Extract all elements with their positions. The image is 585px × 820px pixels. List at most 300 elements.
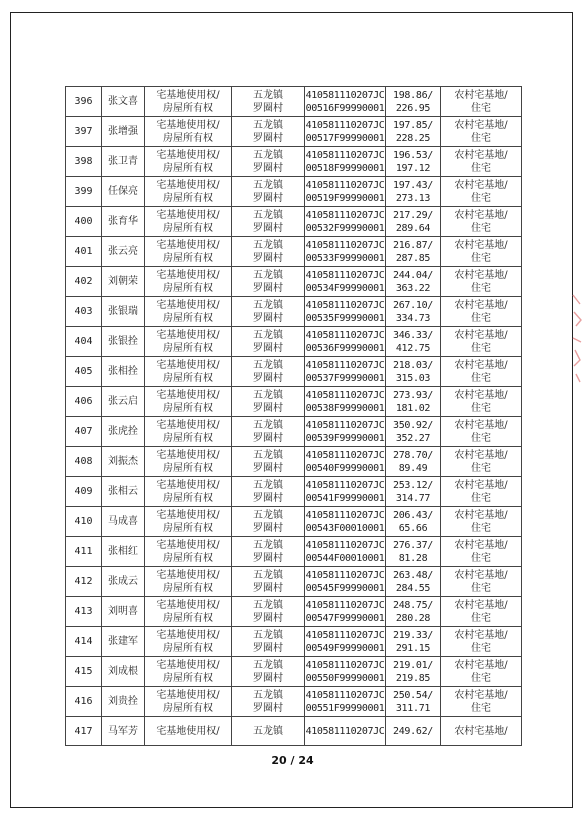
cell-land-use-line: 住宅: [471, 222, 491, 234]
cell-location: [232, 597, 305, 627]
cell-serial-number: 399: [66, 177, 102, 207]
cell-right-type-line: 宅基地使用权/: [156, 479, 220, 491]
cell-right-type: [145, 357, 232, 387]
cell-location-line: 罗圈村: [253, 402, 283, 414]
cell-owner-name: 张增强: [102, 117, 145, 147]
cell-land-use-line: 农村宅基地/: [454, 449, 508, 461]
cell-location-line: 五龙镇: [253, 119, 283, 131]
cell-owner-name: 张虎拴: [102, 417, 145, 447]
cell-serial-number: 411: [66, 537, 102, 567]
cell-serial-number: 407: [66, 417, 102, 447]
cell-right-type-line: 房屋所有权: [163, 162, 213, 174]
cell-right-type-line: 房屋所有权: [163, 222, 213, 234]
cell-parcel-code-line: 00539F99990001: [305, 432, 385, 444]
cell-right-type: [145, 87, 232, 117]
cell-area-line: 263.48/: [392, 569, 434, 581]
cell-area-line: 226.95: [395, 102, 431, 114]
cell-parcel-code-line: 00544F00010001: [305, 552, 385, 564]
cell-right-type: [145, 297, 232, 327]
cell-location-line: 罗圈村: [253, 702, 283, 714]
cell-parcel-code: [305, 537, 386, 567]
record-table: [65, 86, 522, 746]
cell-land-use: [441, 657, 522, 687]
cell-right-type: [145, 267, 232, 297]
cell-right-type-line: 房屋所有权: [163, 132, 213, 144]
cell-area: [386, 657, 441, 687]
cell-land-use: [441, 267, 522, 297]
cell-location-line: 五龙镇: [253, 509, 283, 521]
cell-owner-name: 张相云: [102, 477, 145, 507]
cell-right-type-line: 宅基地使用权/: [156, 629, 220, 641]
cell-right-type-line: 房屋所有权: [163, 192, 213, 204]
cell-parcel-code: [305, 507, 386, 537]
cell-right-type: [145, 627, 232, 657]
cell-parcel-code-line: 410581110207JC: [305, 659, 385, 671]
table-row: [66, 387, 522, 417]
cell-owner-name: 张文喜: [102, 87, 145, 117]
cell-right-type-line: 房屋所有权: [163, 582, 213, 594]
table-row: [66, 87, 522, 117]
cell-parcel-code-line: 00549F99990001: [305, 642, 385, 654]
cell-serial-number: 413: [66, 597, 102, 627]
cell-parcel-code: [305, 297, 386, 327]
cell-parcel-code-line: 410581110207JC: [305, 569, 385, 581]
cell-parcel-code-line: 410581110207JC: [305, 389, 385, 401]
cell-location-line: 罗圈村: [253, 552, 283, 564]
cell-right-type-line: 房屋所有权: [163, 522, 213, 534]
cell-land-use: [441, 417, 522, 447]
cell-location-line: 罗圈村: [253, 432, 283, 444]
table-row: [66, 297, 522, 327]
cell-area-line: 291.15: [395, 642, 431, 654]
cell-land-use-line: 农村宅基地/: [454, 119, 508, 131]
cell-land-use-line: 住宅: [471, 402, 491, 414]
cell-area-line: 311.71: [395, 702, 431, 714]
cell-right-type-line: 宅基地使用权/: [156, 299, 220, 311]
cell-land-use-line: 住宅: [471, 312, 491, 324]
cell-area-line: 197.43/: [392, 179, 434, 191]
cell-land-use-line: 农村宅基地/: [454, 419, 508, 431]
cell-right-type: [145, 567, 232, 597]
cell-owner-name: 张相拴: [102, 357, 145, 387]
cell-parcel-code-line: 410581110207JC: [305, 119, 385, 131]
cell-location-line: 五龙镇: [253, 539, 283, 551]
cell-land-use-line: 农村宅基地/: [454, 149, 508, 161]
cell-area: [386, 177, 441, 207]
cell-location: [232, 117, 305, 147]
cell-location-line: 罗圈村: [253, 462, 283, 474]
cell-parcel-code: [305, 327, 386, 357]
cell-land-use: [441, 357, 522, 387]
cell-parcel-code-line: 410581110207JC: [305, 539, 385, 551]
cell-owner-name: 马军芳: [102, 717, 145, 746]
cell-serial-number: 415: [66, 657, 102, 687]
cell-area-line: 363.22: [395, 282, 431, 294]
cell-land-use: [441, 387, 522, 417]
cell-right-type-line: 宅基地使用权/: [156, 449, 220, 461]
cell-right-type-line: 宅基地使用权/: [156, 419, 220, 431]
cell-land-use-line: 住宅: [471, 462, 491, 474]
cell-area: [386, 357, 441, 387]
cell-area-line: 218.03/: [392, 359, 434, 371]
cell-land-use-line: 农村宅基地/: [454, 569, 508, 581]
cell-area: [386, 537, 441, 567]
cell-owner-name: 刘成根: [102, 657, 145, 687]
cell-location-line: 五龙镇: [253, 329, 283, 341]
cell-land-use-line: 农村宅基地/: [454, 629, 508, 641]
cell-area: [386, 717, 441, 746]
cell-area-line: 216.87/: [392, 239, 434, 251]
cell-location: [232, 267, 305, 297]
cell-location-line: 罗圈村: [253, 372, 283, 384]
cell-land-use-line: 农村宅基地/: [454, 599, 508, 611]
cell-area: [386, 117, 441, 147]
cell-parcel-code-line: 410581110207JC: [305, 629, 385, 641]
cell-owner-name: 张银瑞: [102, 297, 145, 327]
cell-serial-number: 405: [66, 357, 102, 387]
cell-parcel-code: [305, 357, 386, 387]
cell-location-line: 罗圈村: [253, 672, 283, 684]
cell-location-line: 罗圈村: [253, 192, 283, 204]
cell-parcel-code-line: 410581110207JC: [305, 599, 385, 611]
cell-right-type: [145, 687, 232, 717]
cell-area: [386, 507, 441, 537]
cell-parcel-code: [305, 717, 386, 746]
cell-right-type-line: 房屋所有权: [163, 102, 213, 114]
cell-parcel-code: [305, 627, 386, 657]
cell-area: [386, 447, 441, 477]
cell-location-line: 罗圈村: [253, 492, 283, 504]
cell-location-line: 五龙镇: [253, 569, 283, 581]
cell-land-use-line: 住宅: [471, 162, 491, 174]
cell-parcel-code-line: 00550F99990001: [305, 672, 385, 684]
cell-owner-name: 刘贵拴: [102, 687, 145, 717]
cell-location-line: 罗圈村: [253, 132, 283, 144]
cell-land-use-line: 农村宅基地/: [454, 299, 508, 311]
table-row: [66, 357, 522, 387]
cell-area: [386, 597, 441, 627]
cell-serial-number: 412: [66, 567, 102, 597]
cell-land-use: [441, 537, 522, 567]
cell-location: [232, 237, 305, 267]
table-row: [66, 147, 522, 177]
cell-location: [232, 387, 305, 417]
cell-land-use-line: 农村宅基地/: [454, 389, 508, 401]
cell-land-use: [441, 627, 522, 657]
cell-serial-number: 402: [66, 267, 102, 297]
cell-right-type: [145, 177, 232, 207]
cell-location: [232, 567, 305, 597]
cell-owner-name: 张卫青: [102, 147, 145, 177]
cell-owner-name: 张银拴: [102, 327, 145, 357]
cell-area-line: 314.77: [395, 492, 431, 504]
cell-area-line: 197.85/: [392, 119, 434, 131]
cell-area-line: 198.86/: [392, 89, 434, 101]
cell-location-line: 五龙镇: [253, 299, 283, 311]
cell-location-line: 罗圈村: [253, 252, 283, 264]
cell-parcel-code-line: 410581110207JC: [305, 689, 385, 701]
cell-location: [232, 657, 305, 687]
cell-area-line: 65.66: [398, 522, 428, 534]
cell-parcel-code: [305, 447, 386, 477]
cell-parcel-code-line: 00547F99990001: [305, 612, 385, 624]
cell-land-use-line: 住宅: [471, 582, 491, 594]
cell-land-use: [441, 177, 522, 207]
cell-parcel-code-line: 00533F99990001: [305, 252, 385, 264]
cell-area: [386, 207, 441, 237]
cell-location: [232, 687, 305, 717]
cell-right-type-line: 宅基地使用权/: [156, 359, 220, 371]
table-row: [66, 717, 522, 746]
cell-parcel-code: [305, 147, 386, 177]
cell-land-use: [441, 117, 522, 147]
cell-location-line: 五龙镇: [253, 449, 283, 461]
cell-area-line: 412.75: [395, 342, 431, 354]
table-row: [66, 417, 522, 447]
cell-land-use: [441, 147, 522, 177]
cell-parcel-code-line: 00545F99990001: [305, 582, 385, 594]
cell-serial-number: 410: [66, 507, 102, 537]
cell-area: [386, 627, 441, 657]
cell-parcel-code-line: 410581110207JC: [305, 479, 385, 491]
cell-location-line: 罗圈村: [253, 642, 283, 654]
cell-parcel-code-line: 00516F99990001: [305, 102, 385, 114]
cell-land-use-line: 住宅: [471, 702, 491, 714]
cell-land-use: [441, 87, 522, 117]
cell-right-type: [145, 327, 232, 357]
cell-right-type-line: 宅基地使用权/: [156, 89, 220, 101]
cell-land-use-line: 住宅: [471, 522, 491, 534]
cell-land-use: [441, 507, 522, 537]
cell-owner-name: 刘朝荣: [102, 267, 145, 297]
cell-location-line: 罗圈村: [253, 312, 283, 324]
table-row: [66, 537, 522, 567]
cell-right-type: [145, 657, 232, 687]
cell-right-type-line: 房屋所有权: [163, 372, 213, 384]
cell-land-use-line: 农村宅基地/: [454, 209, 508, 221]
cell-area-line: 228.25: [395, 132, 431, 144]
cell-right-type-line: 房屋所有权: [163, 342, 213, 354]
cell-area: [386, 477, 441, 507]
cell-location: [232, 537, 305, 567]
cell-location: [232, 627, 305, 657]
cell-land-use-line: 农村宅基地/: [454, 479, 508, 491]
cell-parcel-code: [305, 87, 386, 117]
cell-parcel-code-line: 410581110207JC: [305, 89, 385, 101]
table-row: [66, 447, 522, 477]
cell-land-use: [441, 297, 522, 327]
cell-owner-name: 任保亮: [102, 177, 145, 207]
table-row: [66, 327, 522, 357]
cell-land-use: [441, 687, 522, 717]
cell-right-type: [145, 207, 232, 237]
cell-area-line: 273.13: [395, 192, 431, 204]
cell-land-use-line: 农村宅基地/: [454, 539, 508, 551]
cell-area: [386, 567, 441, 597]
cell-parcel-code-line: 410581110207JC: [305, 359, 385, 371]
cell-location-line: 罗圈村: [253, 522, 283, 534]
cell-parcel-code: [305, 237, 386, 267]
cell-location: [232, 87, 305, 117]
cell-right-type: [145, 237, 232, 267]
cell-area-line: 219.85: [395, 672, 431, 684]
cell-right-type: [145, 417, 232, 447]
cell-area: [386, 267, 441, 297]
cell-location-line: 罗圈村: [253, 222, 283, 234]
cell-area-line: 81.28: [398, 552, 428, 564]
cell-right-type-line: 宅基地使用权/: [156, 149, 220, 161]
table-row: [66, 687, 522, 717]
cell-parcel-code: [305, 597, 386, 627]
cell-parcel-code-line: 410581110207JC: [305, 725, 385, 737]
cell-land-use-line: 住宅: [471, 642, 491, 654]
cell-area-line: 276.37/: [392, 539, 434, 551]
cell-location-line: 罗圈村: [253, 162, 283, 174]
table-row: [66, 267, 522, 297]
cell-location-line: 五龙镇: [253, 179, 283, 191]
cell-serial-number: 406: [66, 387, 102, 417]
cell-land-use-line: 住宅: [471, 342, 491, 354]
cell-location-line: 五龙镇: [253, 725, 283, 737]
cell-land-use-line: 住宅: [471, 282, 491, 294]
table-row: [66, 567, 522, 597]
cell-land-use-line: 住宅: [471, 492, 491, 504]
cell-right-type-line: 宅基地使用权/: [156, 599, 220, 611]
cell-land-use-line: 住宅: [471, 552, 491, 564]
cell-owner-name: 张建军: [102, 627, 145, 657]
cell-parcel-code-line: 410581110207JC: [305, 299, 385, 311]
cell-serial-number: 404: [66, 327, 102, 357]
cell-parcel-code: [305, 567, 386, 597]
cell-land-use-line: 农村宅基地/: [454, 179, 508, 191]
cell-location-line: 五龙镇: [253, 689, 283, 701]
cell-location-line: 五龙镇: [253, 629, 283, 641]
cell-land-use: [441, 597, 522, 627]
cell-area-line: 244.04/: [392, 269, 434, 281]
cell-area-line: 267.10/: [392, 299, 434, 311]
cell-parcel-code-line: 00540F99990001: [305, 462, 385, 474]
cell-right-type-line: 宅基地使用权/: [156, 509, 220, 521]
cell-area-line: 346.33/: [392, 329, 434, 341]
cell-area: [386, 687, 441, 717]
cell-location: [232, 147, 305, 177]
cell-land-use-line: 住宅: [471, 672, 491, 684]
cell-location: [232, 477, 305, 507]
cell-land-use-line: 农村宅基地/: [454, 359, 508, 371]
cell-right-type-line: 宅基地使用权/: [156, 329, 220, 341]
cell-parcel-code: [305, 417, 386, 447]
cell-area-line: 284.55: [395, 582, 431, 594]
cell-owner-name: 张育华: [102, 207, 145, 237]
cell-parcel-code-line: 00537F99990001: [305, 372, 385, 384]
cell-location-line: 五龙镇: [253, 209, 283, 221]
cell-location: [232, 717, 305, 746]
cell-right-type-line: 房屋所有权: [163, 552, 213, 564]
cell-right-type: [145, 507, 232, 537]
cell-parcel-code-line: 410581110207JC: [305, 509, 385, 521]
cell-parcel-code: [305, 117, 386, 147]
cell-parcel-code-line: 410581110207JC: [305, 179, 385, 191]
cell-location: [232, 417, 305, 447]
cell-area-line: 181.02: [395, 402, 431, 414]
cell-parcel-code-line: 00535F99990001: [305, 312, 385, 324]
cell-area-line: 197.12: [395, 162, 431, 174]
cell-area-line: 289.64: [395, 222, 431, 234]
cell-area-line: 249.62/: [392, 725, 434, 737]
page-number: 20 / 24: [271, 754, 314, 767]
cell-parcel-code: [305, 687, 386, 717]
cell-area-line: 334.73: [395, 312, 431, 324]
cell-land-use-line: 农村宅基地/: [454, 725, 508, 737]
cell-owner-name: 刘明喜: [102, 597, 145, 627]
cell-parcel-code-line: 00517F99990001: [305, 132, 385, 144]
cell-right-type-line: 宅基地使用权/: [156, 725, 220, 737]
cell-parcel-code-line: 410581110207JC: [305, 239, 385, 251]
cell-area-line: 250.54/: [392, 689, 434, 701]
cell-land-use: [441, 717, 522, 746]
cell-location-line: 罗圈村: [253, 102, 283, 114]
cell-area-line: 253.12/: [392, 479, 434, 491]
cell-serial-number: 403: [66, 297, 102, 327]
cell-area: [386, 387, 441, 417]
cell-parcel-code-line: 410581110207JC: [305, 329, 385, 341]
cell-area-line: 248.75/: [392, 599, 434, 611]
cell-land-use-line: 住宅: [471, 102, 491, 114]
cell-area-line: 350.92/: [392, 419, 434, 431]
cell-location-line: 罗圈村: [253, 612, 283, 624]
cell-right-type-line: 房屋所有权: [163, 702, 213, 714]
cell-right-type-line: 房屋所有权: [163, 612, 213, 624]
cell-parcel-code-line: 00532F99990001: [305, 222, 385, 234]
cell-location-line: 五龙镇: [253, 269, 283, 281]
cell-right-type-line: 房屋所有权: [163, 672, 213, 684]
cell-parcel-code: [305, 267, 386, 297]
cell-parcel-code: [305, 387, 386, 417]
cell-area: [386, 87, 441, 117]
cell-land-use-line: 住宅: [471, 432, 491, 444]
cell-serial-number: 414: [66, 627, 102, 657]
cell-land-use: [441, 237, 522, 267]
cell-area: [386, 297, 441, 327]
cell-location: [232, 177, 305, 207]
cell-area-line: 217.29/: [392, 209, 434, 221]
cell-location-line: 五龙镇: [253, 419, 283, 431]
cell-serial-number: 398: [66, 147, 102, 177]
cell-right-type-line: 房屋所有权: [163, 642, 213, 654]
cell-right-type-line: 宅基地使用权/: [156, 269, 220, 281]
cell-right-type-line: 宅基地使用权/: [156, 239, 220, 251]
cell-location: [232, 297, 305, 327]
cell-area-line: 273.93/: [392, 389, 434, 401]
table-row: [66, 507, 522, 537]
cell-owner-name: 张相红: [102, 537, 145, 567]
cell-area-line: 287.85: [395, 252, 431, 264]
cell-area: [386, 417, 441, 447]
cell-serial-number: 417: [66, 717, 102, 746]
cell-parcel-code-line: 410581110207JC: [305, 149, 385, 161]
cell-right-type: [145, 717, 232, 746]
cell-land-use-line: 住宅: [471, 372, 491, 384]
cell-right-type: [145, 447, 232, 477]
cell-land-use: [441, 207, 522, 237]
cell-location: [232, 357, 305, 387]
table-row: [66, 627, 522, 657]
cell-parcel-code: [305, 207, 386, 237]
cell-location: [232, 507, 305, 537]
cell-area-line: 89.49: [398, 462, 428, 474]
cell-area-line: 278.70/: [392, 449, 434, 461]
cell-right-type-line: 宅基地使用权/: [156, 389, 220, 401]
